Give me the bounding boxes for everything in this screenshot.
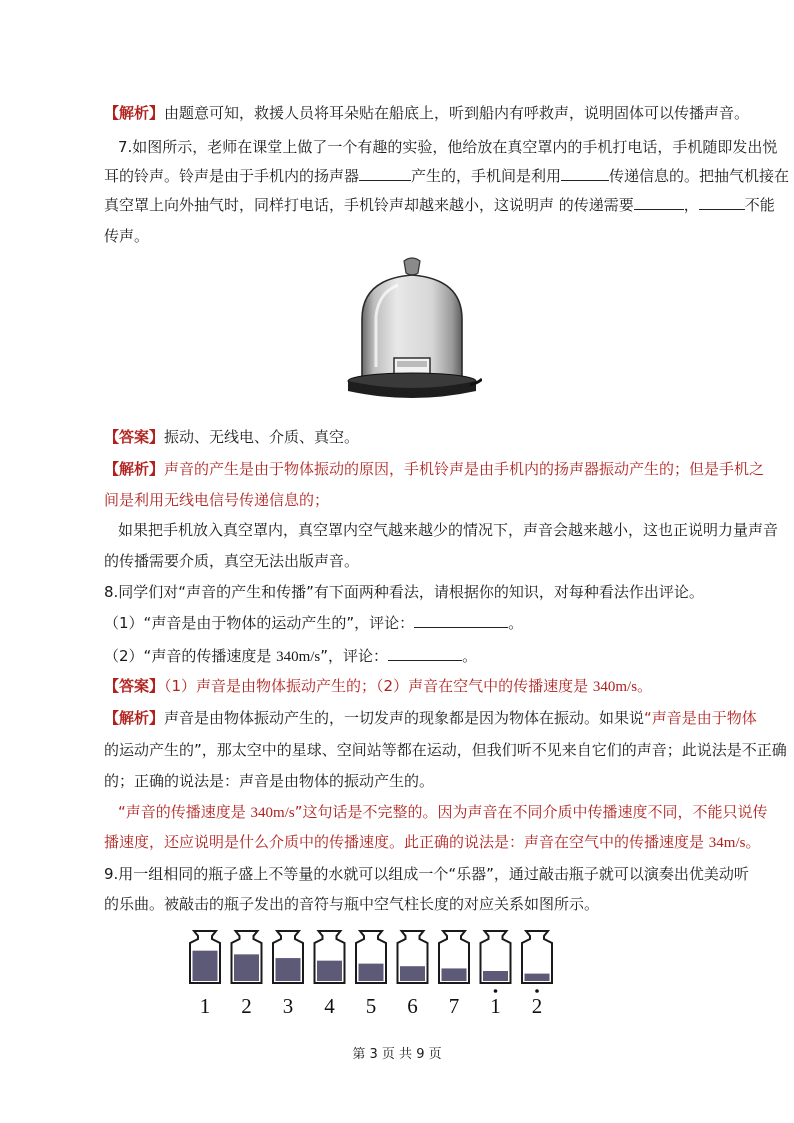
q8-analysis-line5 [104, 832, 760, 853]
analysis-tag: 【解析】 [104, 709, 165, 727]
bottle-1 [190, 931, 220, 983]
q7-stem-line1: 7.如图所示，老师在课堂上做了一个有趣的实验，他给放在真空罩内的手机打电话，手机随即发出悦 [118, 138, 778, 156]
q7-stem-line3 [104, 195, 775, 215]
analysis-text: 播速度，还应说明是什么介质中的传播速度。此正确的说法是：声音在空气中的传播速度是 [104, 833, 709, 851]
high-octave-dot [494, 989, 498, 993]
q8-item2 [104, 646, 477, 667]
answer-blank[interactable] [388, 646, 462, 661]
water-6 [400, 966, 425, 981]
bottle-2 [232, 931, 262, 983]
page-footer: 第 3 页 共 9 页 [352, 1047, 442, 1062]
q8-text: ”，评论： [320, 647, 389, 665]
note-label: 7 [448, 994, 460, 1018]
q7-analysis-line3: 如果把手机放入真空罩内，真空罩内空气越来越少的情况下，声音会越来越小，这也正说明力量声音 [118, 521, 779, 539]
bottle-5 [356, 931, 386, 983]
analysis-text: “声音的传播速度是 [118, 803, 251, 821]
analysis-text: 声音的产生是由于物体振动的原因，手机铃声是由手机内的扬声器振动产生的；但是手机之 [164, 460, 765, 478]
water-2 [234, 954, 259, 981]
note-label: 5 [365, 994, 377, 1018]
q8-text: （2）“声音的传播速度是 [104, 647, 277, 665]
answer-blank[interactable] [699, 195, 745, 210]
q7-text: 产生的，手机间是利用 [411, 167, 562, 185]
q8-item1 [104, 613, 523, 633]
water-5 [359, 964, 384, 981]
jar-knob [404, 258, 420, 275]
note-label: 4 [324, 994, 335, 1018]
analysis-text: 由题意可知，救援人员将耳朵贴在船底上，听到船内有呼救声，说明固体可以传播声音。 [164, 104, 750, 122]
note-label: 1 [199, 994, 211, 1018]
bottles-figure [186, 925, 566, 1020]
answer-blank[interactable] [359, 166, 411, 181]
q8-analysis-line3: 的；正确的说法是：声音是由物体的振动产生的。 [104, 772, 435, 790]
bottle-7 [439, 931, 469, 983]
q7-answer [104, 427, 359, 447]
answer-text: 振动、无线电、介质、真空。 [164, 428, 360, 446]
analysis-tag: 【解析】 [104, 460, 165, 478]
q8-analysis-line2: 的运动产生的”，那太空中的星球、空间站等都在运动，但我们听不见来自它们的声音；此说法是不正确 [104, 741, 787, 759]
answer-blank[interactable] [414, 613, 508, 628]
q7-analysis-line4: 的传播需要介质，真空无法出版声音。 [104, 552, 360, 570]
water-8 [483, 971, 508, 981]
speed-value: 34m/s [708, 835, 746, 851]
q8-text: 。 [462, 647, 478, 665]
q9-stem-line1: 9.用一组相同的瓶子盛上不等量的水就可以组成一个“乐器”，通过敲击瓶子就可以演奏出优美动听 [104, 865, 749, 883]
bottle-6 [398, 931, 428, 983]
q7-analysis-line2: 间是利用无线电信号传递信息的； [104, 491, 330, 509]
note-label: 6 [407, 994, 418, 1018]
q7-analysis-line1 [104, 459, 764, 479]
analysis-text: “声音是由于物体 [644, 709, 757, 727]
water-1 [193, 951, 218, 981]
q8-text: （1）“声音是由于物体的运动产生的”，评论： [104, 614, 415, 632]
analysis-text: 声音是由物体振动产生的，一切发声的现象都是因为物体在振动。如果说 [164, 709, 645, 727]
q7-text: 传递信息的。把抽气机接在 [609, 167, 790, 185]
q7-stem-line4: 传声。 [104, 227, 150, 245]
bottle-4 [315, 931, 345, 983]
water-9 [525, 974, 550, 981]
answer-blank[interactable] [634, 195, 684, 210]
note-label: 1 [490, 994, 501, 1018]
bottle-8 [481, 931, 511, 983]
analysis-text: 。 [745, 833, 761, 851]
water-7 [442, 968, 467, 981]
water-3 [276, 958, 301, 981]
q8-stem: 8.同学们对“声音的产生和传播”有下面两种看法，请根据你的知识，对每种看法作出评论。 [104, 583, 704, 601]
answer-tag: 【答案】 [104, 677, 165, 695]
speed-value: 340m/s [276, 649, 321, 665]
answer-text: （1）声音是由物体振动产生的；（2）声音在空气中的传播速度是 [164, 677, 593, 695]
note-label: 2 [241, 994, 252, 1018]
note-label: 3 [282, 994, 294, 1018]
water-4 [317, 961, 342, 981]
bottle-9 [522, 931, 552, 983]
bottle-3 [273, 931, 303, 983]
note-label: 2 [531, 994, 543, 1018]
speed-value: 340m/s [592, 679, 638, 695]
q7-text: ， [683, 196, 699, 214]
q8-text: 。 [508, 614, 524, 632]
analysis-text: ”这句话是不完整的。因为声音在不同介质中传播速度不同，不能只说传 [294, 803, 768, 821]
analysis-tag: 【解析】 [104, 104, 165, 122]
q7-text: 不能 [744, 196, 775, 214]
q8-answer [104, 676, 652, 697]
bell-jar-figure [342, 257, 482, 411]
speed-value: 340m/s [250, 805, 295, 821]
answer-text: 。 [637, 677, 653, 695]
answer-tag: 【答案】 [104, 428, 165, 446]
high-octave-dot [535, 989, 539, 993]
q6-analysis [104, 103, 749, 123]
q9-stem-line2: 的乐曲。被敲击的瓶子发出的音符与瓶中空气柱长度的对应关系如图所示。 [104, 895, 600, 913]
answer-blank[interactable] [561, 166, 609, 181]
q7-text: 真空罩上向外抽气时，同样打电话，手机铃声却越来越小，这说明声 的传递需要 [104, 196, 634, 214]
q8-analysis-line4 [118, 802, 768, 823]
q8-analysis-line1 [104, 708, 757, 728]
q7-stem-line2 [104, 166, 789, 186]
q7-text: 耳的铃声。铃声是由于手机内的扬声器 [104, 167, 360, 185]
